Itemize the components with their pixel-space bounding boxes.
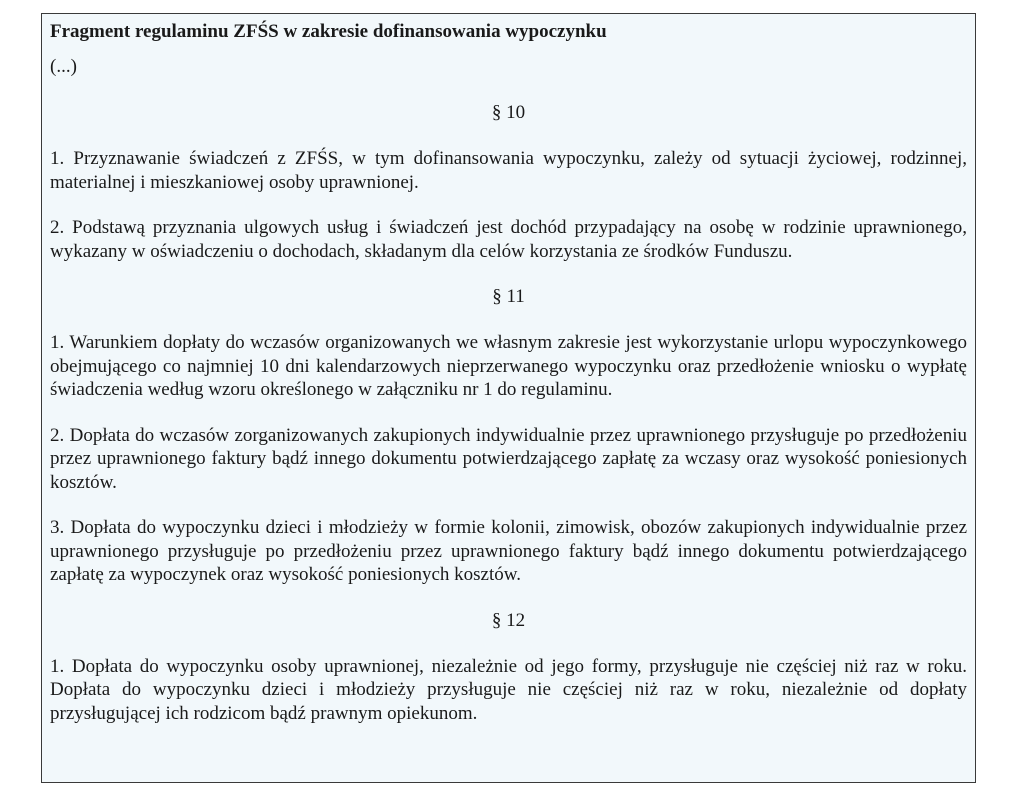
section-12-paragraph-1: 1. Dopłata do wypoczynku osoby uprawnionej, niezależnie od jego formy, przysługuje nie częściej niż raz w roku. Dopłata do wypoczynku dzieci i młodzieży przysługuje nie częściej niż raz w roku, niezależnie od dopłaty przysługującej ich rodzicom bądź prawnym opiekunom. (50, 655, 967, 724)
section-heading-11: § 11 (492, 286, 525, 307)
section-heading-12: § 12 (491, 609, 526, 631)
section-heading-10: § 10 (491, 102, 526, 123)
section-11-paragraph-2: 2. Dopłata do wczasów zorganizowanych zakupionych indywidualnie przez uprawnionego przysługuje po przedłożeniu przez uprawnionego faktury bądź innego dokumentu potwierdzającego zapłatę za wczasy oraz wysokość poniesionych kosztów. (50, 424, 967, 493)
omission-marker: (...) (50, 56, 77, 77)
section-10-paragraph-1: 1. Przyznawanie świadczeń z ZFŚS, w tym dofinansowania wypoczynku, zależy od sytuacji życiowej, rodzinnej, materialnej i mieszkaniowej osoby uprawnionej. (50, 148, 967, 193)
document-title: Fragment regulaminu ZFŚS w zakresie dofinansowania wypoczynku (50, 21, 607, 42)
section-11-paragraph-3: 3. Dopłata do wypoczynku dzieci i młodzieży w formie kolonii, zimowisk, obozów zakupionych indywidualnie przez uprawnionego przysługuje po przedłożeniu przez uprawnionego faktury bądź innego dokumentu potwierdzającego zapłatę za wypoczynek oraz wysokość poniesionych kosztów. (50, 517, 967, 585)
section-10-paragraph-2: 2. Podstawą przyznania ulgowych usług i świadczeń jest dochód przypadający na osobę w rodzinie uprawnionego, wykazany w oświadczeniu o dochodach, składanym dla celów korzystania ze środków Funduszu. (50, 217, 967, 262)
document-frame (41, 13, 976, 783)
section-11-paragraph-1: 1. Warunkiem dopłaty do wczasów organizowanych we własnym zakresie jest wykorzystanie urlopu wypoczynkowego obejmującego co najmniej 10 dni kalendarzowych nieprzerwanego wypoczynku oraz przedłożenie wniosku o wypłatę świadczenia według wzoru określonego w załączniku nr 1 do regulaminu. (50, 332, 967, 400)
